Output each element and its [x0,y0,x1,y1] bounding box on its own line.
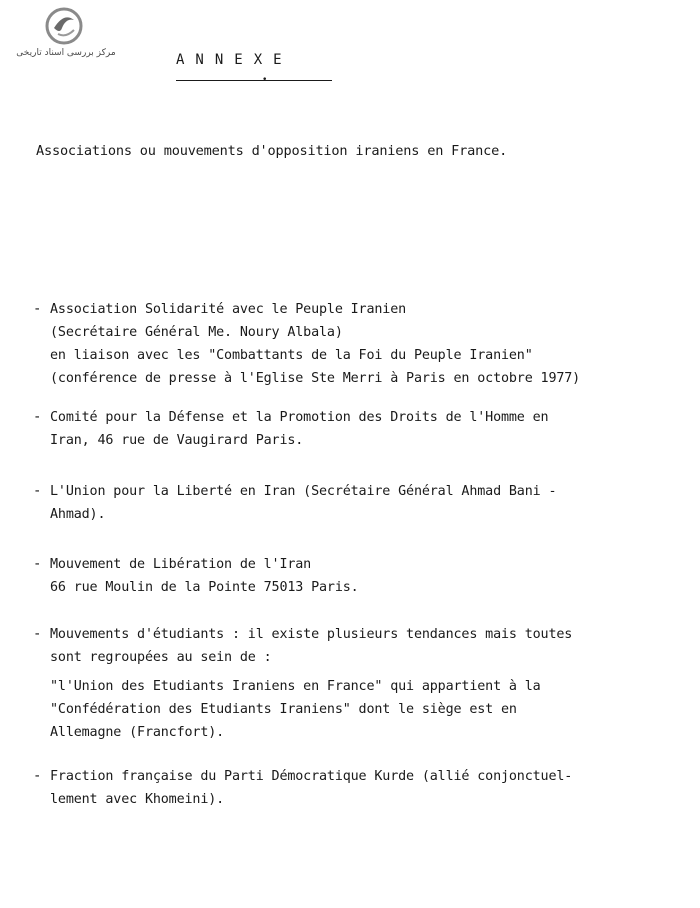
list-item [33,765,693,811]
title-underline [176,75,332,85]
list-bullet: - [33,301,42,317]
list-bullet: - [33,483,42,499]
entry-line: en liaison avec les "Combattants de la Foi du Peuple Iranien" [50,348,533,363]
entry-subline: "Confédération des Etudiants Iraniens" dont le siège est en [50,702,517,717]
entry-line: Mouvement de Libération de l'Iran [50,557,312,572]
entry-subline: "l'Union des Etudiants Iraniens en France" qui appartient à la [50,679,541,694]
entry-line: Comité pour la Défense et la Promotion des Droits de l'Homme en [50,410,549,425]
watermark-text: مرکز بررسی اسناد تاریخی [16,48,116,58]
underline-dot: • [262,75,268,85]
entry-subline: Allemagne (Francfort). [50,725,225,740]
list-item [33,406,693,452]
entry-line: lement avec Khomeini). [50,792,225,807]
intro-text: Associations ou mouvements d'opposition iraniens en France. [36,143,508,159]
list-bullet: - [33,409,42,425]
list-item [33,623,693,744]
watermark-logo [6,6,126,66]
archive-logo-icon [44,6,84,46]
entry-line: 66 rue Moulin de la Pointe 75013 Paris. [50,580,359,595]
page-title: ANNEXE [176,52,293,68]
entry-line: Association Solidarité avec le Peuple Iranien [50,302,407,317]
entry-line: Fraction française du Parti Démocratique Kurde (allié conjonctuel- [50,769,573,784]
entry-line: (conférence de presse à l'Eglise Ste Merri à Paris en octobre 1977) [50,371,581,386]
list-item [33,480,693,526]
list-item [33,553,693,599]
entry-line: L'Union pour la Liberté en Iran (Secrétaire Général Ahmad Bani - [50,484,557,499]
list-bullet: - [33,556,42,572]
list-bullet: - [33,626,42,642]
list-bullet: - [33,768,42,784]
entry-line: Ahmad). [50,507,106,522]
entry-line: (Secrétaire Général Me. Noury Albala) [50,325,343,340]
entry-line: Iran, 46 rue de Vaugirard Paris. [50,433,304,448]
entry-line: Mouvements d'étudiants : il existe plusieurs tendances mais toutes [50,627,573,642]
entry-line: sont regroupées au sein de : [50,650,272,665]
list-item [33,298,693,390]
